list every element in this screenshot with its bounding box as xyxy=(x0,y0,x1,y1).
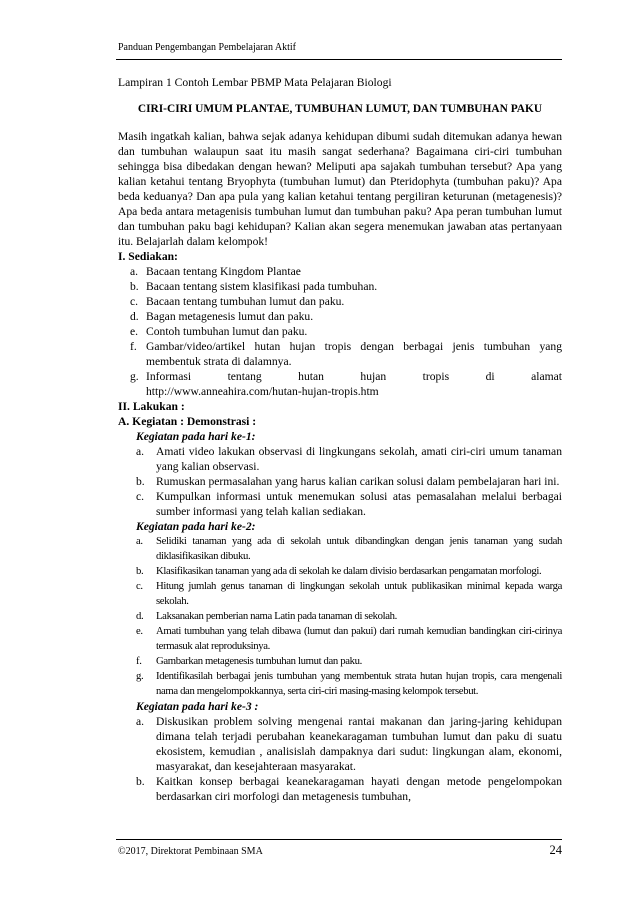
list-item: b. Rumuskan permasalahan yang harus kalian carikan solusi dalam pembelajaran hari ini. xyxy=(136,475,560,488)
subsection-a-heading: A. Kegiatan : Demonstrasi : xyxy=(118,415,257,428)
day-3-label: Kegiatan pada hari ke-3 : xyxy=(136,700,259,713)
list-item-g: g. Informasi tentang hutan hujan tropis di alamat http://www.anneahira.com/hutan-hujan-tropis.htm xyxy=(130,370,562,398)
page-content xyxy=(118,75,562,804)
list-item: f. Gambar/video/artikel hutan hujan tropis dengan berbagai jenis tumbuhan yang membentuk strata di dalamnya. xyxy=(130,340,562,368)
day-2-list xyxy=(118,534,562,699)
list-item: a. Diskusikan problem solving mengenai rantai makanan dan jaring-jaring kehidupan dimana telah terjadi perubahan keanekaragaman tumbuhan lumut dan paku di suatu ekosistem, kemudian , analisislah dampaknya dari sudut: lingkungan alam, ekonomi, masyarakat, dan kesejahteraan masyarakat. xyxy=(136,715,562,773)
document-title: CIRI-CIRI UMUM PLANTAE, TUMBUHAN LUMUT, DAN TUMBUHAN PAKU xyxy=(137,103,543,115)
day-3-list xyxy=(118,714,562,804)
list-item: f. Gambarkan metagenesis tumbuhan lumut dan paku. xyxy=(136,655,362,667)
list-item: g. Identifikasilah berbagai jenis tumbuhan yang membentuk strata hutan hujan tropis, cara mengenali nama dan mengelompokkannya, serta ciri-ciri masing-masing kelompok tersebut. xyxy=(136,670,562,697)
list-item: c. Bacaan tentang tumbuhan lumut dan paku. xyxy=(130,295,345,308)
list-item: b. Bacaan tentang sistem klasifikasi pada tumbuhan. xyxy=(130,280,378,293)
lead-text: Lampiran 1 Contoh Lembar PBMP Mata Pelajaran Biologi xyxy=(118,76,392,89)
list-item: c. Kumpulkan informasi untuk menemukan solusi atas pemasalahan melalui berbagai sumber informasi yang telah kalian sediakan. xyxy=(136,490,562,518)
list-item: e. Amati tumbuhan yang telah dibawa (lumut dan pakui) dari rumah kemudian bandingkan ciri-cirinya termasuk alat reproduksinya. xyxy=(136,625,562,652)
footer-rule xyxy=(116,839,562,840)
list-item: b. Klasifikasikan tanaman yang ada di sekolah ke dalam divisio berdasarkan pengamatan morfologi. xyxy=(136,565,542,577)
footer-copyright: ©2017, Direktorat Pembinaan SMA xyxy=(118,846,263,857)
list-item: a. Bacaan tentang Kingdom Plantae xyxy=(130,265,301,278)
header-rule xyxy=(116,59,562,60)
page-number: 24 xyxy=(549,843,562,857)
page-header: Panduan Pengembangan Pembelajaran Aktif xyxy=(118,42,297,53)
list-item: e. Contoh tumbuhan lumut dan paku. xyxy=(130,325,308,338)
day-1-label: Kegiatan pada hari ke-1: xyxy=(136,430,256,443)
list-item: a. Selidiki tanaman yang ada di sekolah untuk dibandingkan dengan jenis tanaman yang sudah diklasifikasikan dibuku. xyxy=(136,535,562,562)
list-item: d. Bagan metagenesis lumut dan paku. xyxy=(130,310,314,323)
intro-paragraph: Masih ingatkah kalian, bahwa sejak adanya kehidupan dibumi sudah ditemukan adanya hewan dan tumbuhan walaupun saat itu masih sangat sederhana? Bagaimana ciri-ciri tumbuhan sehingga bisa dibedakan dengan hewan? Meliputi apa sajakah tumbuhan tersebut? Apa yang kalian ketahui tentang Bryophyta (tumbuhan lumut) dan Pteridophyta (tumbuhan paku)? Apa beda keduanya? Dan apa pula yang kalian ketahui tentang pergiliran keturunan (metagenesis)? Apa beda antara metagenisis tumbuhan lumut dan tumbuhan paku? Apa peran tumbuhan lumut dan tumbuhan paku bagi kehidupan? Kalian akan segera menemukan jawaban atas pertanyaan itu. Belajarlah dalam kelompok! xyxy=(118,130,562,248)
section-1-heading: I. Sediakan: xyxy=(118,250,178,263)
list-item: d. Laksanakan pemberian nama Latin pada tanaman di sekolah. xyxy=(136,610,397,622)
list-item: a. Amati video lakukan observasi di lingkungans sekolah, amati ciri-ciri umum tanaman yang kalian observasi. xyxy=(136,445,562,473)
section-2-heading: II. Lakukan : xyxy=(118,400,185,413)
list-item: c. Hitung jumlah genus tanaman di lingkungan sekolah untuk publikasikan minimal kepada warga sekolah. xyxy=(136,580,562,607)
day-1-list xyxy=(118,444,562,519)
section-1-list xyxy=(118,264,562,399)
day-2-label: Kegiatan pada hari ke-2: xyxy=(136,520,256,533)
url-text: http://www.anneahira.com/hutan-hujan-tropis.htm xyxy=(146,385,379,398)
list-item: b. Kaitkan konsep berbagai keanekaragaman hayati dengan metode pengelompokan berdasarkan ciri morfologi dan metagenesis tumbuhan, xyxy=(136,775,562,803)
